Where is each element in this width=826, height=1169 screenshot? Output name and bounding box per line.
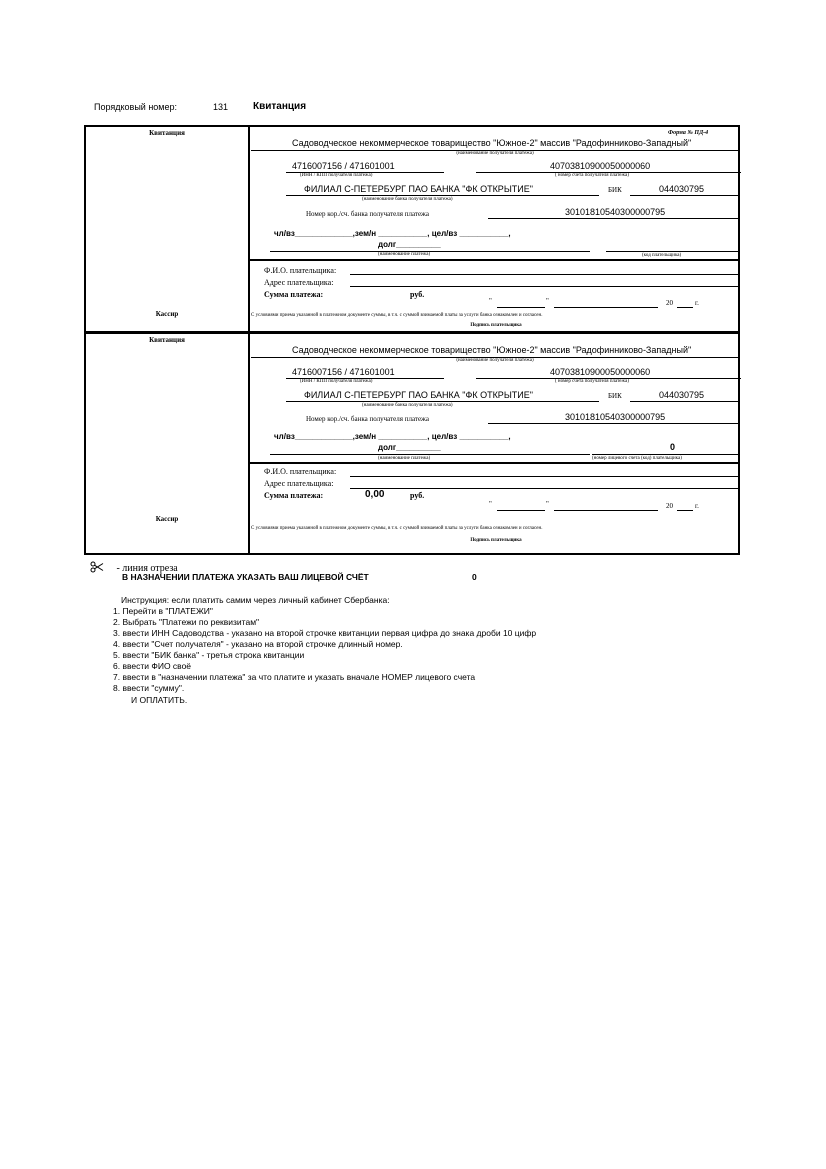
signature-caption: Подпись плательщика (470, 538, 522, 543)
instruction-step: 6. ввести ФИО своё (113, 661, 192, 671)
bik-label: БИК (608, 186, 622, 194)
instruction-step: 5. ввести "БИК банка" - третья строка квитанции (113, 650, 305, 660)
instruction-step: 2. Выбрать "Платежи по реквизитам" (113, 617, 260, 627)
korr-label: Номер кор./сч. банка получателя платежа (306, 415, 429, 423)
recipient-name-caption: (наименование получателя платежа) (456, 151, 534, 156)
korr-account: 30101810540300000795 (565, 207, 666, 217)
stub-title: Квитанция (149, 129, 185, 137)
stub-cashier: Кассир (155, 310, 179, 318)
instructions-intro: Инструкция: если платить самим через личный кабинет Сбербанка: (121, 595, 390, 605)
instruction-step: 4. ввести "Счет получателя" - указано на второй строчке длинный номер. (113, 639, 403, 649)
sum-label: Сумма платежа: (264, 491, 324, 500)
signature-caption: Подпись плательщика (470, 323, 522, 328)
purpose-line-2: долг__________ (378, 443, 441, 452)
sum-value: 0,00 (365, 489, 385, 500)
inn-kpp-caption: (ИНН / КПП получателя платежа) (300, 379, 373, 384)
year-suffix: г. (695, 299, 699, 307)
receipt-vertical-divider (248, 125, 250, 555)
rub-label: руб. (410, 491, 425, 500)
purpose-line-1: чл/вз_____________,зем/н ___________, цел/вз ___________, (274, 229, 511, 238)
bik: 044030795 (659, 390, 705, 400)
year-suffix: г. (695, 502, 699, 510)
inn-kpp: 4716007156 / 471601001 (292, 367, 395, 377)
date-quote-close: " (546, 297, 549, 305)
scissors-icon (90, 561, 104, 573)
instruction-step: 7. ввести в "назначении платежа" за что платите и указать вначале НОМЕР лицевого счета (113, 672, 476, 682)
recipient-name: Садоводческое некоммерческое товарищество "Южное-2" массив "Радофинниково-Западный" (292, 345, 692, 355)
instructions-list (113, 606, 536, 694)
instruction-step: 3. ввести ИНН Садоводства - указано на второй строчке квитанции первая цифра до знака дроби 10 цифр (113, 628, 537, 638)
account-notice: В НАЗНАЧЕНИИ ПЛАТЕЖА УКАЗАТЬ ВАШ ЛИЦЕВОЙ СЧЁТ (122, 572, 369, 582)
account-caption: ( номер счета получателя платежа) (555, 173, 629, 178)
form-label: Форма № ПД-4 (668, 130, 709, 136)
account-caption: ( номер счета получателя платежа) (555, 379, 629, 384)
order-number-label: Порядковый номер: (94, 102, 177, 112)
purpose-caption: (наименование платежа) (378, 252, 431, 257)
purpose-line-2: долг__________ (378, 240, 441, 249)
instructions-final: И ОПЛАТИТЬ. (131, 695, 188, 705)
terms-text: С условиями приема указанной в платежном документе суммы, в т.ч. с суммой взимаемой платы за услуги банка ознакомлен и согласен. (251, 526, 543, 531)
instruction-step: 8. ввести "сумму". (113, 683, 185, 693)
recipient-name-caption: (наименование получателя платежа) (456, 358, 534, 363)
date-quote-open: " (489, 500, 492, 508)
inn-kpp-caption: (ИНН / КПП получателя платежа) (300, 173, 373, 178)
instruction-step: 1. Перейти в "ПЛАТЕЖИ" (113, 606, 213, 616)
rub-label: руб. (410, 290, 425, 299)
korr-label: Номер кор./сч. банка получателя платежа (306, 210, 429, 218)
address-label: Адрес плательщика: (264, 278, 334, 287)
recipient-account: 40703810900050000060 (550, 161, 651, 171)
receipt-middle-divider (84, 331, 740, 334)
date-quote-open: " (489, 297, 492, 305)
bik-label: БИК (608, 392, 622, 400)
bank-caption: (наименование банка получателя платежа) (362, 403, 453, 408)
recipient-account: 40703810900050000060 (550, 367, 651, 377)
bank-name: ФИЛИАЛ С-ПЕТЕРБУРГ ПАО БАНКА "ФК ОТКРЫТИЕ" (304, 184, 533, 194)
sum-label: Сумма платежа: (264, 290, 324, 299)
bank-name: ФИЛИАЛ С-ПЕТЕРБУРГ ПАО БАНКА "ФК ОТКРЫТИЕ" (304, 390, 533, 400)
stub-cashier: Кассир (155, 515, 179, 523)
order-number: 131 (213, 102, 229, 112)
fio-label: Ф.И.О. плательщика: (264, 266, 337, 275)
purpose-caption: (наименование платежа) (378, 456, 431, 461)
account-number-value: 0 (670, 442, 676, 452)
year-label: 20 (666, 299, 673, 307)
address-label: Адрес плательщика: (264, 479, 334, 488)
bank-caption: (наименование банка получателя платежа) (362, 197, 453, 202)
terms-text: С условиями приема указанной в платежном документе суммы, в т.ч. с суммой взимаемой платы за услуги банка ознакомлен и согласен. (251, 313, 543, 318)
payer-code-caption: (код плательщика) (642, 253, 682, 258)
purpose-line-1: чл/вз_____________,зем/н ___________, цел/вз ___________, (274, 432, 511, 441)
stub-title: Квитанция (149, 336, 185, 344)
date-quote-close: " (546, 500, 549, 508)
korr-account: 30101810540300000795 (565, 412, 666, 422)
inn-kpp: 4716007156 / 471601001 (292, 161, 395, 171)
bik: 044030795 (659, 184, 705, 194)
payer-account-caption: (номер лицевого счета (код) плательщика) (592, 456, 682, 461)
recipient-name: Садоводческое некоммерческое товарищество "Южное-2" массив "Радофинниково-Западный" (292, 138, 692, 148)
account-notice-value: 0 (472, 572, 477, 582)
fio-label: Ф.И.О. плательщика: (264, 467, 337, 476)
year-label: 20 (666, 502, 673, 510)
page-title: Квитанция (253, 101, 307, 112)
cut-line-label: - линия отреза (116, 563, 178, 574)
